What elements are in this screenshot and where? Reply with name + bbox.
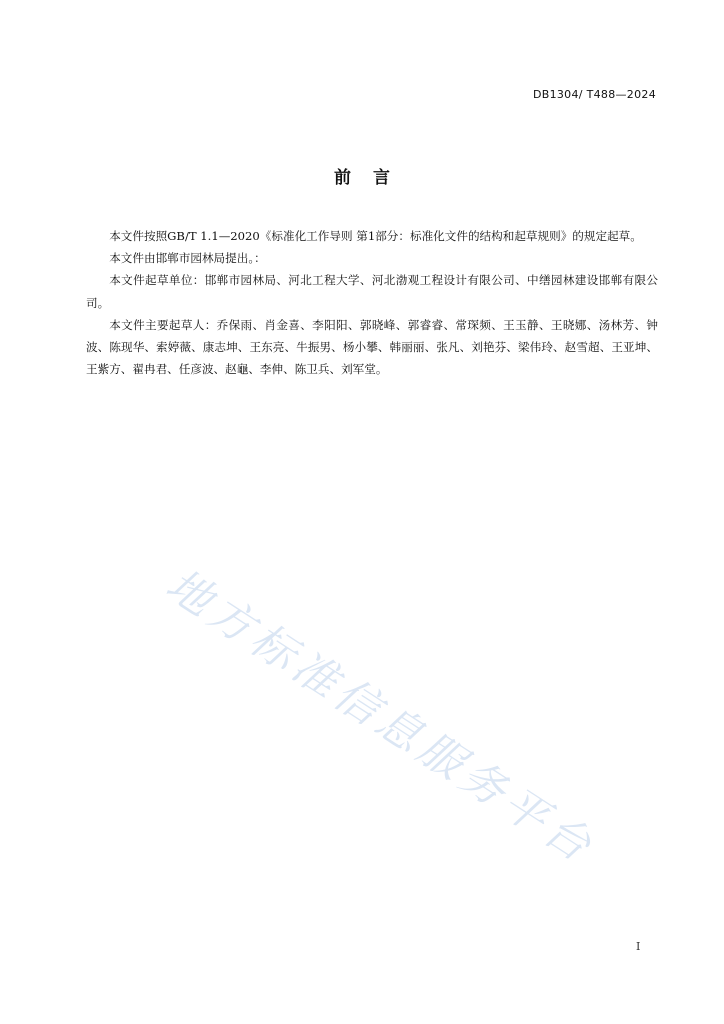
title-char-1: 前: [334, 168, 351, 188]
paragraph-drafting-units: 本文件起草单位：邯郸市园林局、河北工程大学、河北渤观工程设计有限公司、中缮园林建设邯郸有限公司。: [86, 273, 658, 310]
paragraph-drafters: 本文件主要起草人：乔保雨、肖金喜、李阳阳、郭晓峰、郭睿睿、常琛频、王玉静、王晓娜、汤林芳、钟波、陈现华、索婷薇、康志坤、王东亮、牛振男、杨小攀、韩丽丽、张凡、刘艳芬、梁伟玲、赵雪超、王亚坤、王紫方、翟冉君、任彦波、赵龜、李伸、陈卫兵、刘军堂。: [86, 317, 658, 377]
page-number: I: [636, 940, 641, 953]
title-char-2: 言: [373, 168, 390, 188]
paragraph-drafting-basis: 本文件按照GB/T 1.1—2020《标准化工作导则 第1部分：标准化文件的结构和起草规则》的规定起草。: [109, 229, 642, 243]
preface-body: [86, 225, 658, 380]
watermark: 地方标准信息服务平台: [156, 559, 605, 875]
page-title: [0, 163, 724, 188]
paragraph-proposer: 本文件由邯郸市园林局提出。：: [109, 251, 266, 266]
document-code: DB1304/ T488—2024: [532, 88, 656, 101]
